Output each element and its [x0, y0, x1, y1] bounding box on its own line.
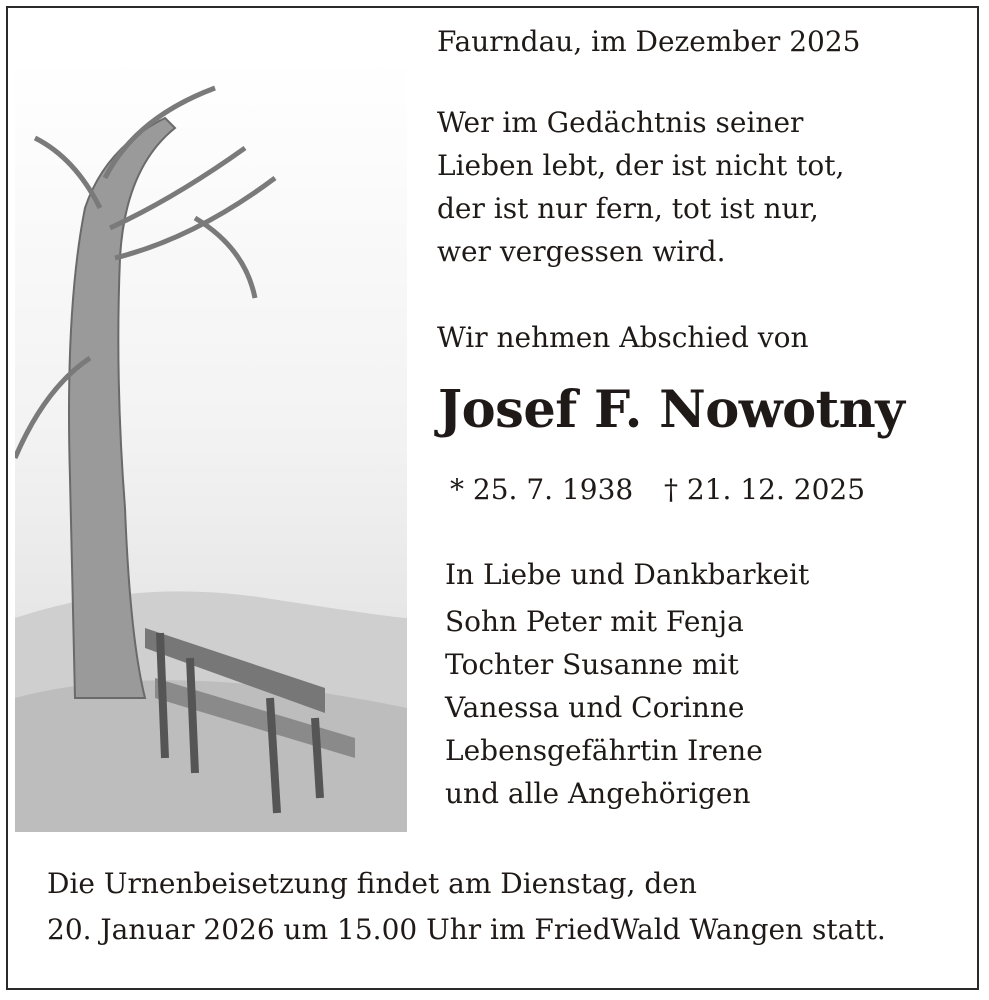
mourner: und alle Angehörigen — [445, 777, 751, 810]
mourner: Tochter Susanne mit — [445, 648, 739, 681]
closing-line: In Liebe und Dankbarkeit — [445, 558, 810, 591]
burial-notice-line: Die Urnenbeisetzung findet am Dienstag, den — [47, 867, 697, 900]
poem-line: Lieben lebt, der ist nicht tot, — [437, 149, 845, 182]
tree-bench-illustration — [15, 58, 407, 832]
mourner: Vanessa und Corinne — [445, 691, 745, 724]
mourner: Lebensgefährtin Irene — [445, 734, 763, 767]
mourner: Sohn Peter mit Fenja — [445, 605, 744, 638]
burial-notice-line: 20. Januar 2026 um 15.00 Uhr im FriedWald Wangen statt. — [47, 913, 886, 946]
farewell-line: Wir nehmen Abschied von — [437, 321, 809, 354]
death-date: † 21. 12. 2025 — [664, 473, 866, 506]
birth-date: * 25. 7. 1938 — [450, 473, 634, 506]
poem-line: wer vergessen wird. — [437, 235, 726, 268]
deceased-name: Josef F. Nowotny — [438, 380, 905, 440]
poem-line: der ist nur fern, tot ist nur, — [437, 192, 819, 225]
place-date: Faurndau, im Dezember 2025 — [437, 25, 861, 58]
poem-line: Wer im Gedächtnis seiner — [437, 106, 804, 139]
